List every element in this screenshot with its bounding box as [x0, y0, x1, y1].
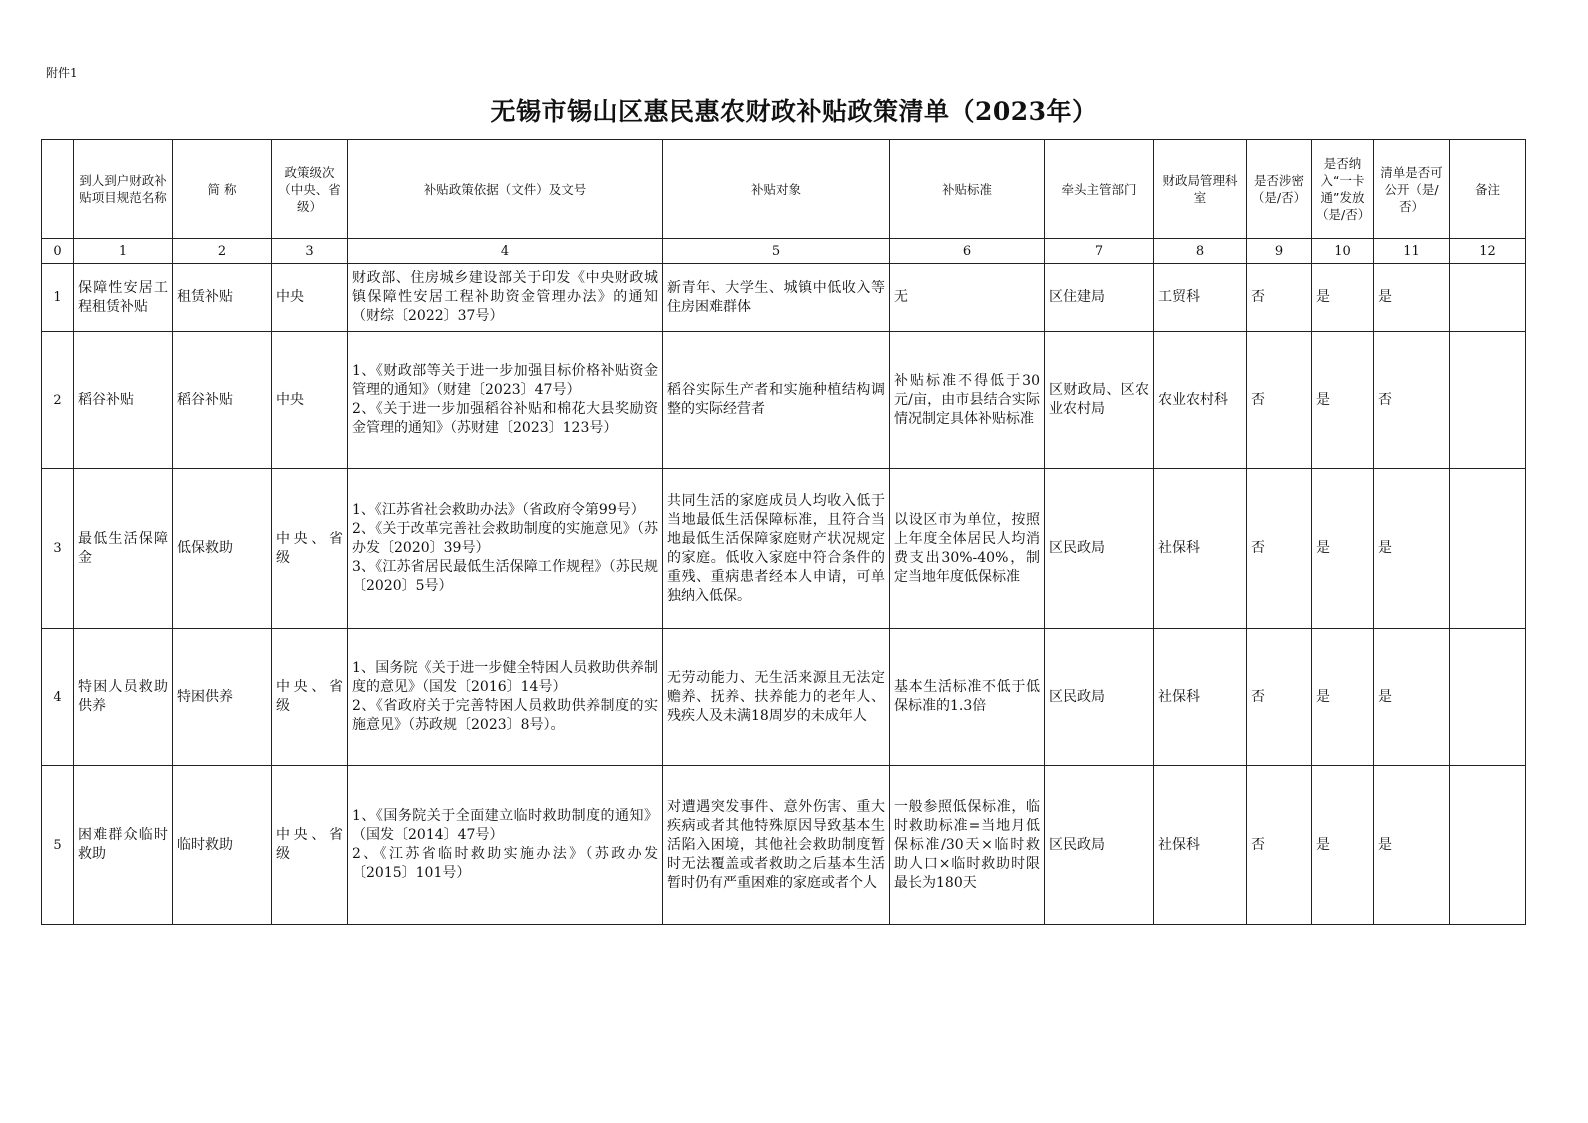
table-row — [42, 469, 1526, 629]
column-number: 10 — [1312, 239, 1374, 264]
header-cell-10: 是否纳入“一卡通”发放（是/否） — [1312, 140, 1374, 239]
header-cell-12: 备注 — [1450, 140, 1526, 239]
is-public: 是 — [1374, 264, 1450, 332]
lead-department: 区民政局 — [1045, 469, 1154, 629]
in-one-card: 是 — [1312, 332, 1374, 469]
header-cell-4: 补贴政策依据（文件）及文号 — [348, 140, 663, 239]
column-number: 1 — [74, 239, 173, 264]
column-number: 12 — [1450, 239, 1526, 264]
is-confidential: 否 — [1247, 332, 1312, 469]
short-name: 特困供养 — [173, 629, 272, 766]
finance-office: 农业农村科 — [1154, 332, 1247, 469]
table-row — [42, 332, 1526, 469]
column-number-row — [42, 239, 1526, 264]
header-cell-11: 清单是否可公开（是/否） — [1374, 140, 1450, 239]
lead-department: 区民政局 — [1045, 766, 1154, 925]
policy-level: 中央 — [272, 332, 348, 469]
project-name: 保障性安居工程租赁补贴 — [74, 264, 173, 332]
project-name: 最低生活保障金 — [74, 469, 173, 629]
table-row — [42, 629, 1526, 766]
table-row — [42, 766, 1526, 925]
header-cell-8: 财政局管理科室 — [1154, 140, 1247, 239]
basis-line: 财政部、住房城乡建设部关于印发《中央财政城镇保障性安居工程补助资金管理办法》的通知（财综〔2022〕37号） — [352, 270, 658, 324]
row-number: 1 — [42, 264, 74, 332]
remark — [1450, 629, 1526, 766]
subsidy-target: 对遭遇突发事件、意外伤害、重大疾病或者其他特殊原因导致基本生活陷入困境，其他社会救助制度暂时无法覆盖或者救助之后基本生活暂时仍有严重困难的家庭或者个人 — [663, 766, 890, 925]
project-name: 特困人员救助供养 — [74, 629, 173, 766]
is-confidential: 否 — [1247, 629, 1312, 766]
in-one-card: 是 — [1312, 264, 1374, 332]
column-number: 6 — [890, 239, 1045, 264]
row-number: 2 — [42, 332, 74, 469]
policy-basis — [348, 766, 663, 925]
row-number: 4 — [42, 629, 74, 766]
column-number: 5 — [663, 239, 890, 264]
is-confidential: 否 — [1247, 264, 1312, 332]
policy-level: 中央、省级 — [272, 629, 348, 766]
in-one-card: 是 — [1312, 469, 1374, 629]
subsidy-standard: 以设区市为单位，按照上年度全体居民人均消费支出30%-40%，制定当地年度低保标准 — [890, 469, 1045, 629]
page-title: 无锡市锡山区惠民惠农财政补贴政策清单（2023年） — [490, 97, 1098, 126]
basis-line: 1、国务院《关于进一步健全特困人员救助供养制度的意见》（国发〔2016〕14号） — [352, 660, 658, 695]
is-public: 是 — [1374, 766, 1450, 925]
policy-level: 中央、省级 — [272, 469, 348, 629]
subsidy-target: 稻谷实际生产者和实施种植结构调整的实际经营者 — [663, 332, 890, 469]
policy-level: 中央、省级 — [272, 766, 348, 925]
column-number: 11 — [1374, 239, 1450, 264]
header-cell-1: 到人到户财政补贴项目规范名称 — [74, 140, 173, 239]
finance-office: 工贸科 — [1154, 264, 1247, 332]
row-number: 3 — [42, 469, 74, 629]
basis-line: 1、《国务院关于全面建立临时救助制度的通知》（国发〔2014〕47号） — [352, 808, 658, 843]
policy-basis — [348, 264, 663, 332]
column-number: 4 — [348, 239, 663, 264]
column-number: 9 — [1247, 239, 1312, 264]
remark — [1450, 332, 1526, 469]
header-cell-3: 政策级次（中央、省级） — [272, 140, 348, 239]
subsidy-standard: 一般参照低保标准，临时救助标准=当地月低保标准/30天×临时救助人口×临时救助时限最长为180天 — [890, 766, 1045, 925]
is-public: 是 — [1374, 469, 1450, 629]
lead-department: 区财政局、区农业农村局 — [1045, 332, 1154, 469]
policy-basis — [348, 469, 663, 629]
column-number: 2 — [173, 239, 272, 264]
column-number: 3 — [272, 239, 348, 264]
header-cell-0 — [42, 140, 74, 239]
policy-level: 中央 — [272, 264, 348, 332]
policy-table — [41, 139, 1526, 925]
basis-line: 3、《江苏省居民最低生活保障工作规程》（苏民规〔2020〕5号） — [352, 559, 658, 594]
subsidy-target: 新青年、大学生、城镇中低收入等住房困难群体 — [663, 264, 890, 332]
header-cell-2: 简 称 — [173, 140, 272, 239]
remark — [1450, 264, 1526, 332]
lead-department: 区住建局 — [1045, 264, 1154, 332]
short-name: 低保救助 — [173, 469, 272, 629]
short-name: 稻谷补贴 — [173, 332, 272, 469]
subsidy-standard: 基本生活标准不低于低保标准的1.3倍 — [890, 629, 1045, 766]
remark — [1450, 469, 1526, 629]
lead-department: 区民政局 — [1045, 629, 1154, 766]
basis-line: 2、《关于进一步加强稻谷补贴和棉花大县奖励资金管理的通知》（苏财建〔2023〕123号） — [352, 401, 658, 436]
subsidy-standard: 补贴标准不得低于30元/亩，由市县结合实际情况制定具体补贴标准 — [890, 332, 1045, 469]
subsidy-target: 无劳动能力、无生活来源且无法定赡养、抚养、扶养能力的老年人、残疾人及未满18周岁的未成年人 — [663, 629, 890, 766]
header-cell-9: 是否涉密（是/否） — [1247, 140, 1312, 239]
basis-line: 2、《省政府关于完善特困人员救助供养制度的实施意见》（苏政规〔2023〕8号）。 — [352, 698, 658, 733]
attachment-label: 附件1 — [46, 66, 78, 80]
row-number: 5 — [42, 766, 74, 925]
is-public: 否 — [1374, 332, 1450, 469]
policy-basis — [348, 332, 663, 469]
short-name: 租赁补贴 — [173, 264, 272, 332]
in-one-card: 是 — [1312, 629, 1374, 766]
project-name: 稻谷补贴 — [74, 332, 173, 469]
is-confidential: 否 — [1247, 766, 1312, 925]
basis-line: 1、《财政部等关于进一步加强目标价格补贴资金管理的通知》（财建〔2023〕47号） — [352, 363, 658, 398]
header-cell-6: 补贴标准 — [890, 140, 1045, 239]
finance-office: 社保科 — [1154, 766, 1247, 925]
header-cell-5: 补贴对象 — [663, 140, 890, 239]
header-cell-7: 牵头主管部门 — [1045, 140, 1154, 239]
column-number: 0 — [42, 239, 74, 264]
is-public: 是 — [1374, 629, 1450, 766]
subsidy-standard: 无 — [890, 264, 1045, 332]
is-confidential: 否 — [1247, 469, 1312, 629]
policy-basis — [348, 629, 663, 766]
short-name: 临时救助 — [173, 766, 272, 925]
table-row — [42, 264, 1526, 332]
header-row — [42, 140, 1526, 239]
in-one-card: 是 — [1312, 766, 1374, 925]
project-name: 困难群众临时救助 — [74, 766, 173, 925]
basis-line: 2、《关于改革完善社会救助制度的实施意见》（苏办发〔2020〕39号） — [352, 521, 658, 556]
basis-line: 1、《江苏省社会救助办法》（省政府令第99号） — [352, 502, 645, 518]
column-number: 8 — [1154, 239, 1247, 264]
finance-office: 社保科 — [1154, 629, 1247, 766]
subsidy-target: 共同生活的家庭成员人均收入低于当地最低生活保障标准，且符合当地最低生活保障家庭财产状况规定的家庭。低收入家庭中符合条件的重残、重病患者经本人申请，可单独纳入低保。 — [663, 469, 890, 629]
basis-line: 2、《江苏省临时救助实施办法》（苏政办发〔2015〕101号） — [352, 846, 658, 881]
column-number: 7 — [1045, 239, 1154, 264]
finance-office: 社保科 — [1154, 469, 1247, 629]
remark — [1450, 766, 1526, 925]
